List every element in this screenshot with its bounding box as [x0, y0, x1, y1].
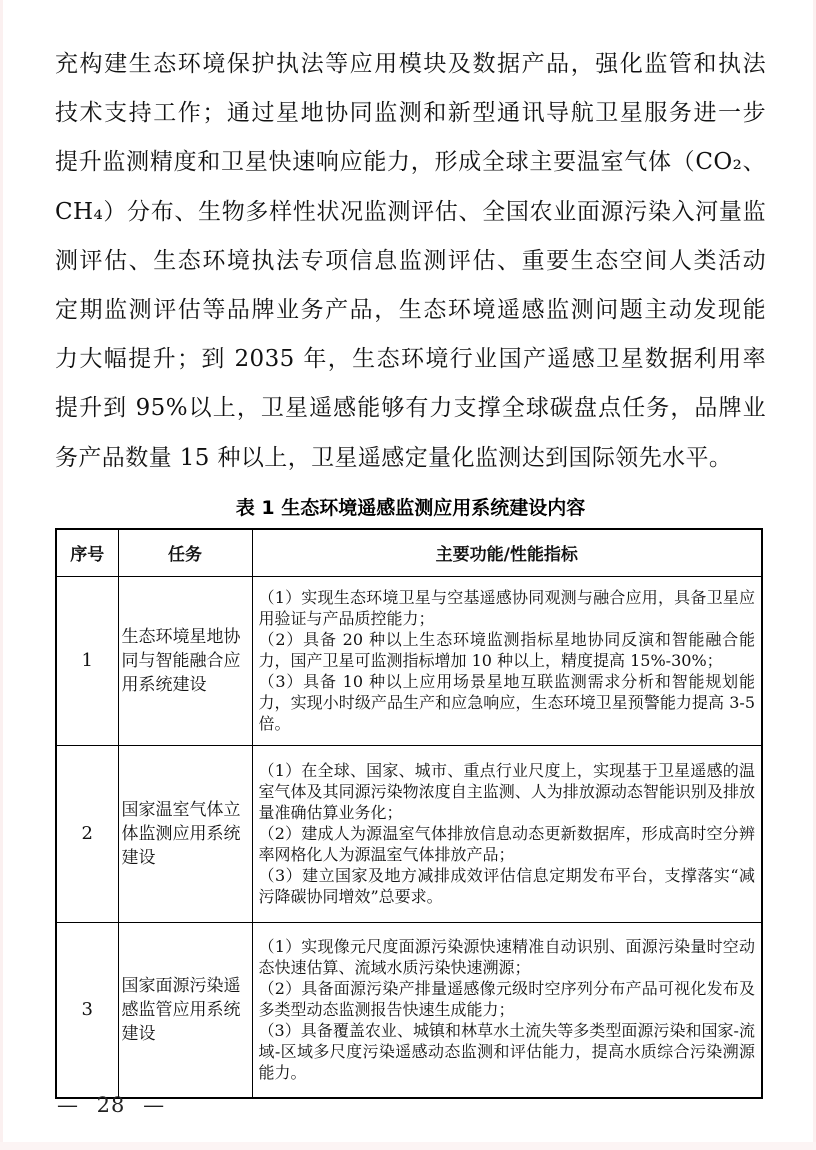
table-row [56, 576, 762, 745]
body-paragraph-line: 提升监测精度和卫星快速响应能力，形成全球主要温室气体（CO₂、 [55, 149, 766, 176]
function-item: （1）实现生态环境卫星与空基遥感协同观测与融合应用，具备卫星应用验证与产品质控能力； [258, 588, 755, 629]
body-paragraph-line: CH₄）分布、生物多样性状况监测评估、全国农业面源污染入河量监 [55, 198, 766, 225]
functions-cell [252, 745, 762, 922]
body-paragraph-line: 定期监测评估等品牌业务产品，生态环境遥感监测问题主动发现能 [55, 297, 766, 324]
function-item: （3）建立国家及地方减排成效评估信息定期发布平台，支撑落实“减污降碳协同增效”总要求。 [258, 866, 755, 907]
table-row [56, 922, 762, 1098]
row-no-cell: 1 [56, 576, 118, 745]
body-paragraph-line: 力大幅提升；到 2035 年，生态环境行业国产遥感卫星数据利用率 [55, 346, 766, 373]
table-header-row [56, 529, 762, 577]
function-item: （1）实现像元尺度面源污染源快速精准自动识别、面源污染量时空动态快速估算、流域水质污染快速溯源； [258, 937, 755, 978]
page-number: — 28 — [57, 1093, 166, 1117]
col-header-task: 任务 [118, 529, 252, 577]
functions-cell [252, 576, 762, 745]
task-cell: 国家面源污染遥感监管应用系统建设 [118, 922, 252, 1098]
construction-content-table [55, 528, 763, 1099]
function-item: （2）建成人为源温室气体排放信息动态更新数据库，形成高时空分辨率网格化人为源温室气体排放产品； [258, 824, 755, 865]
row-no-cell: 2 [56, 745, 118, 922]
page-edge-left [0, 0, 3, 1150]
body-paragraph-line: 技术支持工作；通过星地协同监测和新型通讯导航卫星服务进一步 [55, 100, 766, 127]
function-item: （1）在全球、国家、城市、重点行业尺度上，实现基于卫星遥感的温室气体及其同源污染物浓度自主监测、人为排放源动态智能识别及排放量准确估算业务化； [258, 761, 755, 823]
function-item: （2）具备 20 种以上生态环境监测指标星地协同反演和智能融合能力，国产卫星可监测指标增加 10 种以上，精度提高 15%-30%； [258, 630, 755, 671]
task-cell: 生态环境星地协同与智能融合应用系统建设 [118, 576, 252, 745]
row-no-cell: 3 [56, 922, 118, 1098]
function-item: （3）具备覆盖农业、城镇和林草水土流失等多类型面源污染和国家-流域-区域多尺度污染遥感动态监测和评估能力，提高水质综合污染溯源能力。 [258, 1021, 755, 1083]
table-row [56, 745, 762, 922]
body-paragraph-line: 务产品数量 15 种以上，卫星遥感定量化监测达到国际领先水平。 [55, 444, 733, 471]
body-paragraph-line: 测评估、生态环境执法专项信息监测评估、重要生态空间人类活动 [55, 247, 766, 274]
col-header-functions: 主要功能/性能指标 [252, 529, 762, 577]
col-header-no: 序号 [56, 529, 118, 577]
page-edge-bottom [0, 1142, 816, 1150]
function-item: （3）具备 10 种以上应用场景星地互联监测需求分析和智能规划能力，实现小时级产品生产和应急响应，生态环境卫星预警能力提高 3-5 倍。 [258, 672, 755, 734]
function-item: （2）具备面源污染产排量遥感像元级时空序列分布产品可视化发布及多类型动态监测报告快速生成能力； [258, 979, 755, 1020]
body-paragraph [55, 40, 766, 483]
functions-cell [252, 922, 762, 1098]
document-page [55, 40, 766, 1099]
task-cell: 国家温室气体立体监测应用系统建设 [118, 745, 252, 922]
body-paragraph-line: 充构建生态环境保护执法等应用模块及数据产品，强化监管和执法 [55, 51, 766, 77]
body-paragraph-line: 提升到 95%以上，卫星遥感能够有力支撑全球碳盘点任务，品牌业 [55, 395, 766, 422]
table-caption: 表 1 生态环境遥感监测应用系统建设内容 [235, 496, 586, 519]
